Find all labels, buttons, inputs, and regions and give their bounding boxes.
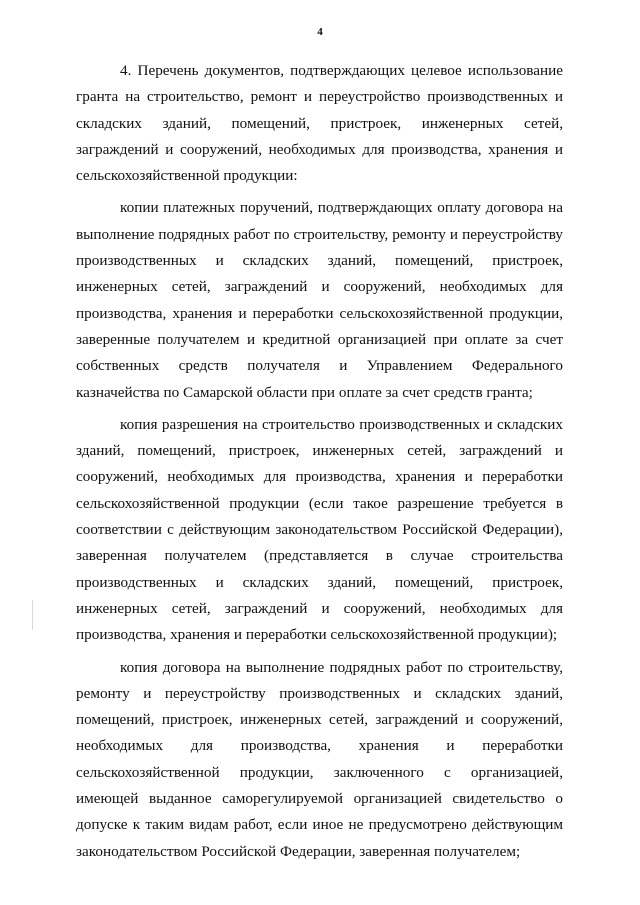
page-number: 4 bbox=[317, 26, 323, 38]
paragraph-payment-orders: копии платежных поручений, подтверждающих оплату договора на выполнение подрядных работ по строительству, ремонту и переустройству производственных и складских зданий, помещений, пристроек, инженерных сетей, заграждений и сооружений, необходимых для производства, хранения и переработки сельскохозяйственной продукции, заверенные получателем и кредитной организацией при оплате за счет собственных средств получателя и Управлением Федерального казначейства по Самарской области при оплате за счет средств гранта; bbox=[76, 199, 563, 401]
paragraph-document-list-heading: 4. Перечень документов, подтверждающих целевое использование гранта на строительство, ремонт и переустройство производственных и складских зданий, помещений, пристроек, инженерных сетей, заграждений и сооружений, необходимых для производства, хранения и сельскохозяйственной продукции: bbox=[76, 62, 563, 185]
document-body bbox=[76, 58, 563, 865]
paragraph-contract-copy: копия договора на выполнение подрядных работ по строительству, ремонту и переустройству производственных и складских зданий, помещений, пристроек, инженерных сетей, заграждений и сооружений, необходимых для производства, хранения и переработки сельскохозяйственной продукции, заключенного с организацией, имеющей выданное саморегулируемой организацией свидетельство о допуске к таким видам работ, если иное не предусмотрено действующим законодательством Российской Федерации, заверенная получателем; bbox=[76, 658, 563, 860]
paragraph-construction-permit: копия разрешения на строительство производственных и складских зданий, помещений, пристроек, инженерных сетей, заграждений и сооружений, необходимых для производства, хранения и переработки сельскохозяйственной продукции (если такое разрешение требуется в соответствии с действующим законодательством Российской Федерации), заверенная получателем (представляется в случае строительства производственных и складских зданий, помещений, пристроек, инженерных сетей, заграждений и сооружений, необходимых для производства, хранения и переработки сельскохозяйственной продукции); bbox=[76, 415, 563, 644]
scan-artifact-line bbox=[32, 600, 33, 630]
